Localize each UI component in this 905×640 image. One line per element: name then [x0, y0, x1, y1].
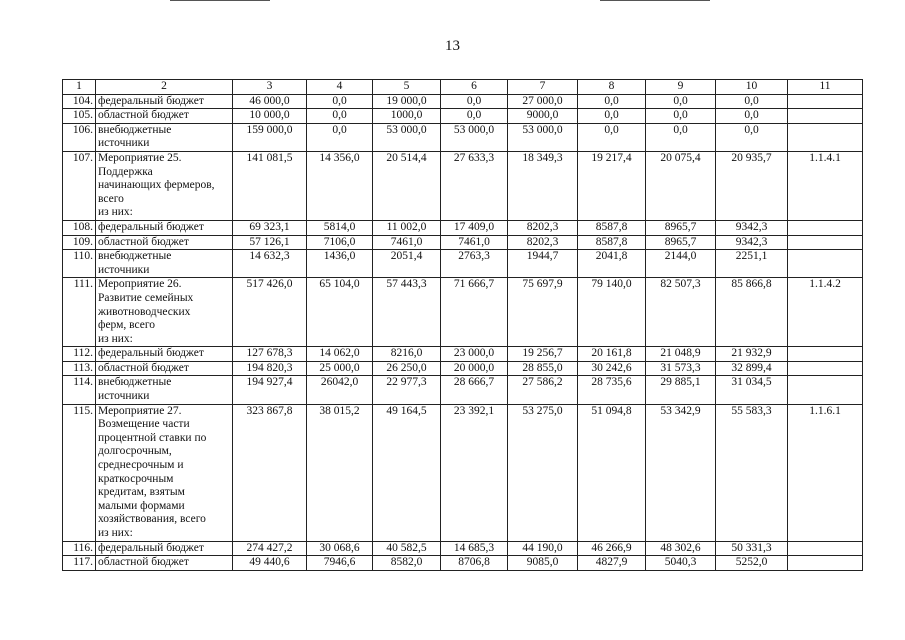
value-cell: 49 164,5 [373, 404, 441, 541]
row-number-cell: 111. [63, 278, 96, 347]
row-number-cell: 109. [63, 235, 96, 250]
value-cell: 30 242,6 [578, 361, 646, 376]
value-cell: 20 514,4 [373, 151, 441, 220]
value-cell: 5814,0 [307, 220, 373, 235]
top-edge-line-left [170, 0, 270, 1]
value-cell: 19 256,7 [508, 347, 578, 362]
value-cell: 1944,7 [508, 250, 578, 278]
table-row [63, 361, 863, 376]
row-name-cell: Мероприятие 26. Развитие семейных животноводческих ферм, всего из них: [96, 278, 233, 347]
row-number-cell: 114. [63, 376, 96, 404]
value-cell: 274 427,2 [233, 541, 307, 556]
value-cell: 127 678,3 [233, 347, 307, 362]
value-cell: 7106,0 [307, 235, 373, 250]
top-edge-line-right [600, 0, 710, 1]
row-name-cell: Мероприятие 27. Возмещение части процентной ставки по долгосрочным, среднесрочным и краткосрочным кредитам, взятым малыми формами хозяйствования, всего из них: [96, 404, 233, 541]
value-cell: 8582,0 [373, 556, 441, 571]
value-cell: 23 000,0 [441, 347, 508, 362]
value-cell: 9342,3 [716, 235, 788, 250]
value-cell: 71 666,7 [441, 278, 508, 347]
table-row [63, 235, 863, 250]
row-number-cell: 117. [63, 556, 96, 571]
code-cell [788, 109, 863, 124]
header-cell: 3 [233, 80, 307, 95]
value-cell: 38 015,2 [307, 404, 373, 541]
row-name-cell: областной бюджет [96, 235, 233, 250]
value-cell: 2051,4 [373, 250, 441, 278]
value-cell: 53 275,0 [508, 404, 578, 541]
header-cell: 4 [307, 80, 373, 95]
value-cell: 31 034,5 [716, 376, 788, 404]
value-cell: 2144,0 [646, 250, 716, 278]
value-cell: 194 820,3 [233, 361, 307, 376]
table-row [63, 151, 863, 220]
value-cell: 82 507,3 [646, 278, 716, 347]
code-cell [788, 556, 863, 571]
value-cell: 20 935,7 [716, 151, 788, 220]
code-cell [788, 541, 863, 556]
value-cell: 10 000,0 [233, 109, 307, 124]
value-cell: 28 855,0 [508, 361, 578, 376]
value-cell: 2041,8 [578, 250, 646, 278]
value-cell: 53 342,9 [646, 404, 716, 541]
value-cell: 14 685,3 [441, 541, 508, 556]
value-cell: 8706,8 [441, 556, 508, 571]
table-row [63, 347, 863, 362]
header-cell: 10 [716, 80, 788, 95]
code-cell: 1.1.6.1 [788, 404, 863, 541]
value-cell: 53 000,0 [441, 123, 508, 151]
row-number-cell: 107. [63, 151, 96, 220]
value-cell: 0,0 [441, 94, 508, 109]
value-cell: 26 250,0 [373, 361, 441, 376]
value-cell: 30 068,6 [307, 541, 373, 556]
row-number-cell: 105. [63, 109, 96, 124]
table-body [63, 94, 863, 570]
value-cell: 0,0 [307, 94, 373, 109]
value-cell: 0,0 [307, 123, 373, 151]
value-cell: 46 000,0 [233, 94, 307, 109]
row-name-cell: федеральный бюджет [96, 220, 233, 235]
value-cell: 4827,9 [578, 556, 646, 571]
value-cell: 18 349,3 [508, 151, 578, 220]
code-cell [788, 220, 863, 235]
value-cell: 22 977,3 [373, 376, 441, 404]
header-cell: 5 [373, 80, 441, 95]
row-name-cell: федеральный бюджет [96, 541, 233, 556]
code-cell [788, 376, 863, 404]
value-cell: 51 094,8 [578, 404, 646, 541]
value-cell: 57 443,3 [373, 278, 441, 347]
row-number-cell: 106. [63, 123, 96, 151]
code-cell: 1.1.4.2 [788, 278, 863, 347]
value-cell: 27 586,2 [508, 376, 578, 404]
value-cell: 14 356,0 [307, 151, 373, 220]
value-cell: 0,0 [307, 109, 373, 124]
value-cell: 8202,3 [508, 235, 578, 250]
value-cell: 0,0 [716, 123, 788, 151]
value-cell: 8202,3 [508, 220, 578, 235]
value-cell: 53 000,0 [508, 123, 578, 151]
value-cell: 48 302,6 [646, 541, 716, 556]
value-cell: 55 583,3 [716, 404, 788, 541]
value-cell: 19 217,4 [578, 151, 646, 220]
value-cell: 50 331,3 [716, 541, 788, 556]
value-cell: 65 104,0 [307, 278, 373, 347]
table-row [63, 541, 863, 556]
value-cell: 0,0 [578, 123, 646, 151]
row-name-cell: Мероприятие 25. Поддержка начинающих фермеров, всего из них: [96, 151, 233, 220]
row-name-cell: областной бюджет [96, 109, 233, 124]
page-number: 13 [445, 38, 460, 54]
row-name-cell: внебюджетные источники [96, 123, 233, 151]
row-name-cell: областной бюджет [96, 361, 233, 376]
value-cell: 8587,8 [578, 235, 646, 250]
value-cell: 7946,6 [307, 556, 373, 571]
value-cell: 19 000,0 [373, 94, 441, 109]
header-cell: 2 [96, 80, 233, 95]
value-cell: 0,0 [646, 123, 716, 151]
value-cell: 46 266,9 [578, 541, 646, 556]
row-number-cell: 115. [63, 404, 96, 541]
table-row [63, 278, 863, 347]
row-number-cell: 113. [63, 361, 96, 376]
value-cell: 8965,7 [646, 235, 716, 250]
value-cell: 0,0 [716, 94, 788, 109]
value-cell: 194 927,4 [233, 376, 307, 404]
code-cell [788, 347, 863, 362]
header-cell: 1 [63, 80, 96, 95]
table-row [63, 404, 863, 541]
row-name-cell: внебюджетные источники [96, 376, 233, 404]
code-cell [788, 235, 863, 250]
value-cell: 27 633,3 [441, 151, 508, 220]
value-cell: 17 409,0 [441, 220, 508, 235]
header-cell: 11 [788, 80, 863, 95]
value-cell: 1000,0 [373, 109, 441, 124]
table-row [63, 250, 863, 278]
code-cell [788, 123, 863, 151]
code-cell [788, 250, 863, 278]
value-cell: 27 000,0 [508, 94, 578, 109]
value-cell: 2763,3 [441, 250, 508, 278]
value-cell: 5252,0 [716, 556, 788, 571]
value-cell: 25 000,0 [307, 361, 373, 376]
value-cell: 26042,0 [307, 376, 373, 404]
row-name-cell: федеральный бюджет [96, 94, 233, 109]
value-cell: 141 081,5 [233, 151, 307, 220]
value-cell: 0,0 [646, 94, 716, 109]
value-cell: 8216,0 [373, 347, 441, 362]
budget-table [62, 79, 863, 571]
value-cell: 20 161,8 [578, 347, 646, 362]
value-cell: 53 000,0 [373, 123, 441, 151]
value-cell: 20 075,4 [646, 151, 716, 220]
value-cell: 28 735,6 [578, 376, 646, 404]
value-cell: 323 867,8 [233, 404, 307, 541]
header-cell: 7 [508, 80, 578, 95]
table-row [63, 109, 863, 124]
value-cell: 49 440,6 [233, 556, 307, 571]
value-cell: 0,0 [441, 109, 508, 124]
value-cell: 44 190,0 [508, 541, 578, 556]
row-name-cell: областной бюджет [96, 556, 233, 571]
value-cell: 29 885,1 [646, 376, 716, 404]
table-row [63, 376, 863, 404]
value-cell: 159 000,0 [233, 123, 307, 151]
value-cell: 5040,3 [646, 556, 716, 571]
header-cell: 8 [578, 80, 646, 95]
value-cell: 8587,8 [578, 220, 646, 235]
row-number-cell: 116. [63, 541, 96, 556]
code-cell [788, 94, 863, 109]
value-cell: 75 697,9 [508, 278, 578, 347]
row-number-cell: 108. [63, 220, 96, 235]
value-cell: 8965,7 [646, 220, 716, 235]
column-number-row [63, 80, 863, 95]
value-cell: 7461,0 [373, 235, 441, 250]
code-cell: 1.1.4.1 [788, 151, 863, 220]
value-cell: 85 866,8 [716, 278, 788, 347]
value-cell: 20 000,0 [441, 361, 508, 376]
value-cell: 9085,0 [508, 556, 578, 571]
value-cell: 14 632,3 [233, 250, 307, 278]
value-cell: 11 002,0 [373, 220, 441, 235]
value-cell: 2251,1 [716, 250, 788, 278]
value-cell: 9000,0 [508, 109, 578, 124]
value-cell: 7461,0 [441, 235, 508, 250]
row-number-cell: 112. [63, 347, 96, 362]
row-name-cell: внебюджетные источники [96, 250, 233, 278]
row-number-cell: 104. [63, 94, 96, 109]
value-cell: 21 048,9 [646, 347, 716, 362]
value-cell: 69 323,1 [233, 220, 307, 235]
value-cell: 0,0 [716, 109, 788, 124]
value-cell: 0,0 [646, 109, 716, 124]
table-row [63, 123, 863, 151]
value-cell: 0,0 [578, 109, 646, 124]
value-cell: 23 392,1 [441, 404, 508, 541]
header-cell: 6 [441, 80, 508, 95]
value-cell: 40 582,5 [373, 541, 441, 556]
value-cell: 9342,3 [716, 220, 788, 235]
value-cell: 14 062,0 [307, 347, 373, 362]
value-cell: 1436,0 [307, 250, 373, 278]
value-cell: 57 126,1 [233, 235, 307, 250]
table-row [63, 94, 863, 109]
value-cell: 79 140,0 [578, 278, 646, 347]
value-cell: 28 666,7 [441, 376, 508, 404]
value-cell: 31 573,3 [646, 361, 716, 376]
row-number-cell: 110. [63, 250, 96, 278]
value-cell: 517 426,0 [233, 278, 307, 347]
table-row [63, 556, 863, 571]
row-name-cell: федеральный бюджет [96, 347, 233, 362]
code-cell [788, 361, 863, 376]
value-cell: 21 932,9 [716, 347, 788, 362]
table-row [63, 220, 863, 235]
header-cell: 9 [646, 80, 716, 95]
value-cell: 0,0 [578, 94, 646, 109]
value-cell: 32 899,4 [716, 361, 788, 376]
